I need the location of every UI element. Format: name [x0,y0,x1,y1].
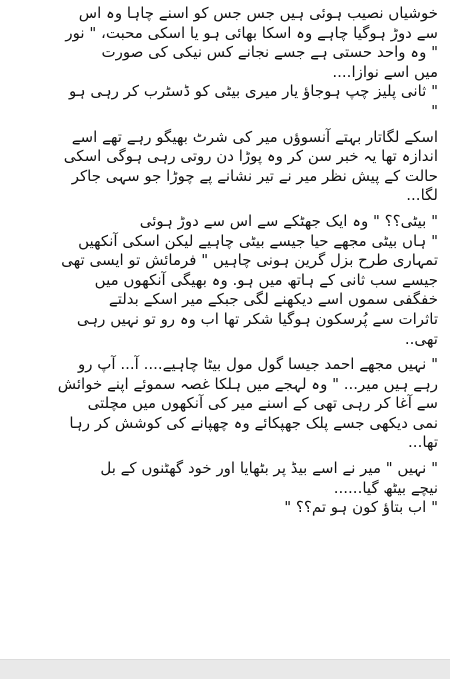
text-line: اسکے لگاتار بہتے آنسوؤں میر کی شرٹ بھیگو رہے تھے اسے [71,127,438,146]
text-line: " نہیں " میر نے اسے بیڈ پر بٹھایا اور خود گھٹنوں کے بل [100,459,438,478]
text-line: حالت کے پیش نظر میر نے تیر نشانے پے چوڑا جو سہی جاکر [71,166,438,185]
text-line: سے آغا کر رہی تھی کے اسنے میر کی آنکھوں میں مچلتی [87,394,438,413]
text-line: تھی.. [404,329,438,348]
text-line: خفگفی سموں اسے دیکھنے لگی جبکے میر اسکے بدلتے [108,290,438,309]
text-line: " ثانی پلیز چپ ہوجاؤ یار میری بیٹی کو ڈسٹرب کر رہی ہو [69,82,438,101]
text-line: تمہاری طرح بزل گرین ہونی چاہیں " فرمائش تو ایسی تھی [61,251,438,270]
text-line: میں اسے نوازا.... [332,62,438,81]
text-line: " ہاں بیٹی مجھے حیا جیسے بیٹی چاہیے لیکن اسکی آنکھیں [78,231,438,250]
bottom-strip [0,659,450,679]
text-line: سے دوڑ ہوگیا چاہے وہ اسکا بھائی ہو یا اسکی محبت، " نور [65,23,438,42]
text-line: " اب بتاؤ کون ہو تم؟؟ " [284,498,438,517]
paragraph-4 [10,355,438,453]
text-line: اندازہ تھا یہ خبر سن کر وہ پوڑا دن روتی رہی ہوگی اسکی [63,147,438,166]
text-line: تاثرات سے پُرسکون ہوگیا شکر تھا اب وہ رو تو نہیں رہی [76,309,438,328]
text-line: خوشیاں نصیب ہوئی ہیں جس جس کو اسنے چاہا وہ اس [78,4,438,22]
text-line: تھا... [408,433,438,452]
text-line: " [431,101,438,120]
text-line: لگا... [406,186,438,205]
text-line: " بیٹی؟؟ " وہ ایک جھٹکے سے اس سے دوڑ ہوئی [139,211,438,230]
text-line: نیچے بیٹھ گیا...... [333,478,438,497]
text-line: جیسے سب ثانی کے ہاتھ میں ہو. وہ بھیگی آنکھوں میں [94,270,438,289]
text-line: نمی دیکھی جسے پلک جھپکائے وہ چھپانے کی کوشش کر رہا [69,413,438,432]
paragraph-3 [10,212,438,349]
paragraph-1 [10,4,438,122]
paragraph-5 [10,459,438,518]
text-line: " نہیں مجھے احمد جیسا گول مول بیٹا چاہیے.... آ... آپ رو [78,355,438,374]
paragraph-2 [10,128,438,206]
text-line: " وہ واحد حستی ہے جسے نجانے کس نیکی کی صورت [101,43,438,62]
text-line: رہے ہیں میر... " وہ لہجے میں ہلکا غصہ سموئے اپنے خوائش [57,374,438,393]
